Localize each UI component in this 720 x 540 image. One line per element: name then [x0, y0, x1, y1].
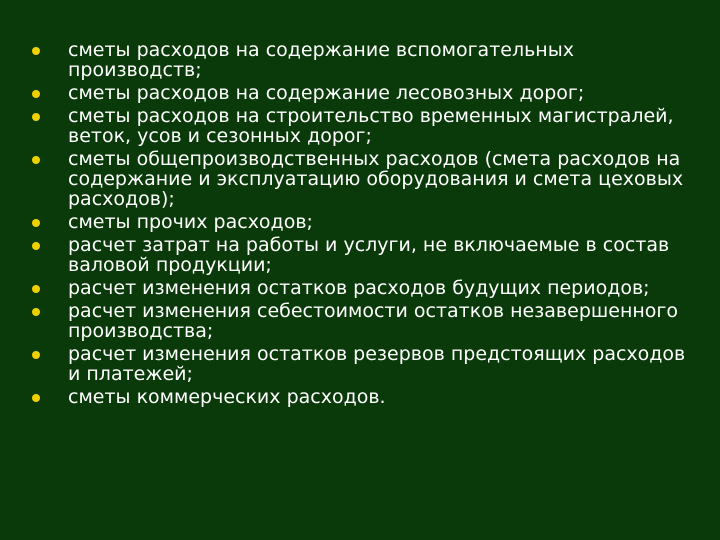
- list-item-text: расчет затрат на работы и услуги, не включаемые в состав валовой продукции;: [68, 234, 670, 276]
- list-item-text: сметы расходов на содержание вспомогательных производств;: [68, 39, 574, 81]
- bullet-dot-icon: [32, 351, 40, 359]
- list-item-text: сметы коммерческих расходов.: [68, 386, 386, 408]
- list-item: [30, 301, 690, 341]
- list-item: [30, 387, 690, 407]
- list-item-text: расчет изменения остатков резервов предстоящих расходов и платежей;: [68, 343, 686, 385]
- list-item-text: расчет изменения себестоимости остатков незавершенного производства;: [68, 300, 679, 342]
- bullet-dot-icon: [32, 113, 40, 121]
- list-item: [30, 344, 690, 384]
- bullet-dot-icon: [32, 219, 40, 227]
- bullet-dot-icon: [32, 285, 40, 293]
- bullet-dot-icon: [32, 156, 40, 164]
- list-item-text: сметы расходов на строительство временных магистралей, веток, усов и сезонных дорог;: [68, 105, 674, 147]
- bullet-dot-icon: [32, 90, 40, 98]
- bullet-dot-icon: [32, 242, 40, 250]
- list-item: [30, 278, 690, 298]
- list-item: [30, 83, 690, 103]
- bullet-list: [30, 40, 690, 410]
- bullet-dot-icon: [32, 47, 40, 55]
- list-item-text: сметы прочих расходов;: [68, 211, 313, 233]
- list-item: [30, 149, 690, 209]
- list-item: [30, 40, 690, 80]
- list-item-text: расчет изменения остатков расходов будущих периодов;: [68, 277, 650, 299]
- list-item-text: сметы расходов на содержание лесовозных дорог;: [68, 82, 585, 104]
- list-item-text: сметы общепроизводственных расходов (смета расходов на содержание и эксплуатацию оборудования и смета цеховых расходов);: [68, 148, 684, 210]
- list-item: [30, 212, 690, 232]
- list-item: [30, 106, 690, 146]
- list-item: [30, 235, 690, 275]
- bullet-dot-icon: [32, 394, 40, 402]
- bullet-dot-icon: [32, 308, 40, 316]
